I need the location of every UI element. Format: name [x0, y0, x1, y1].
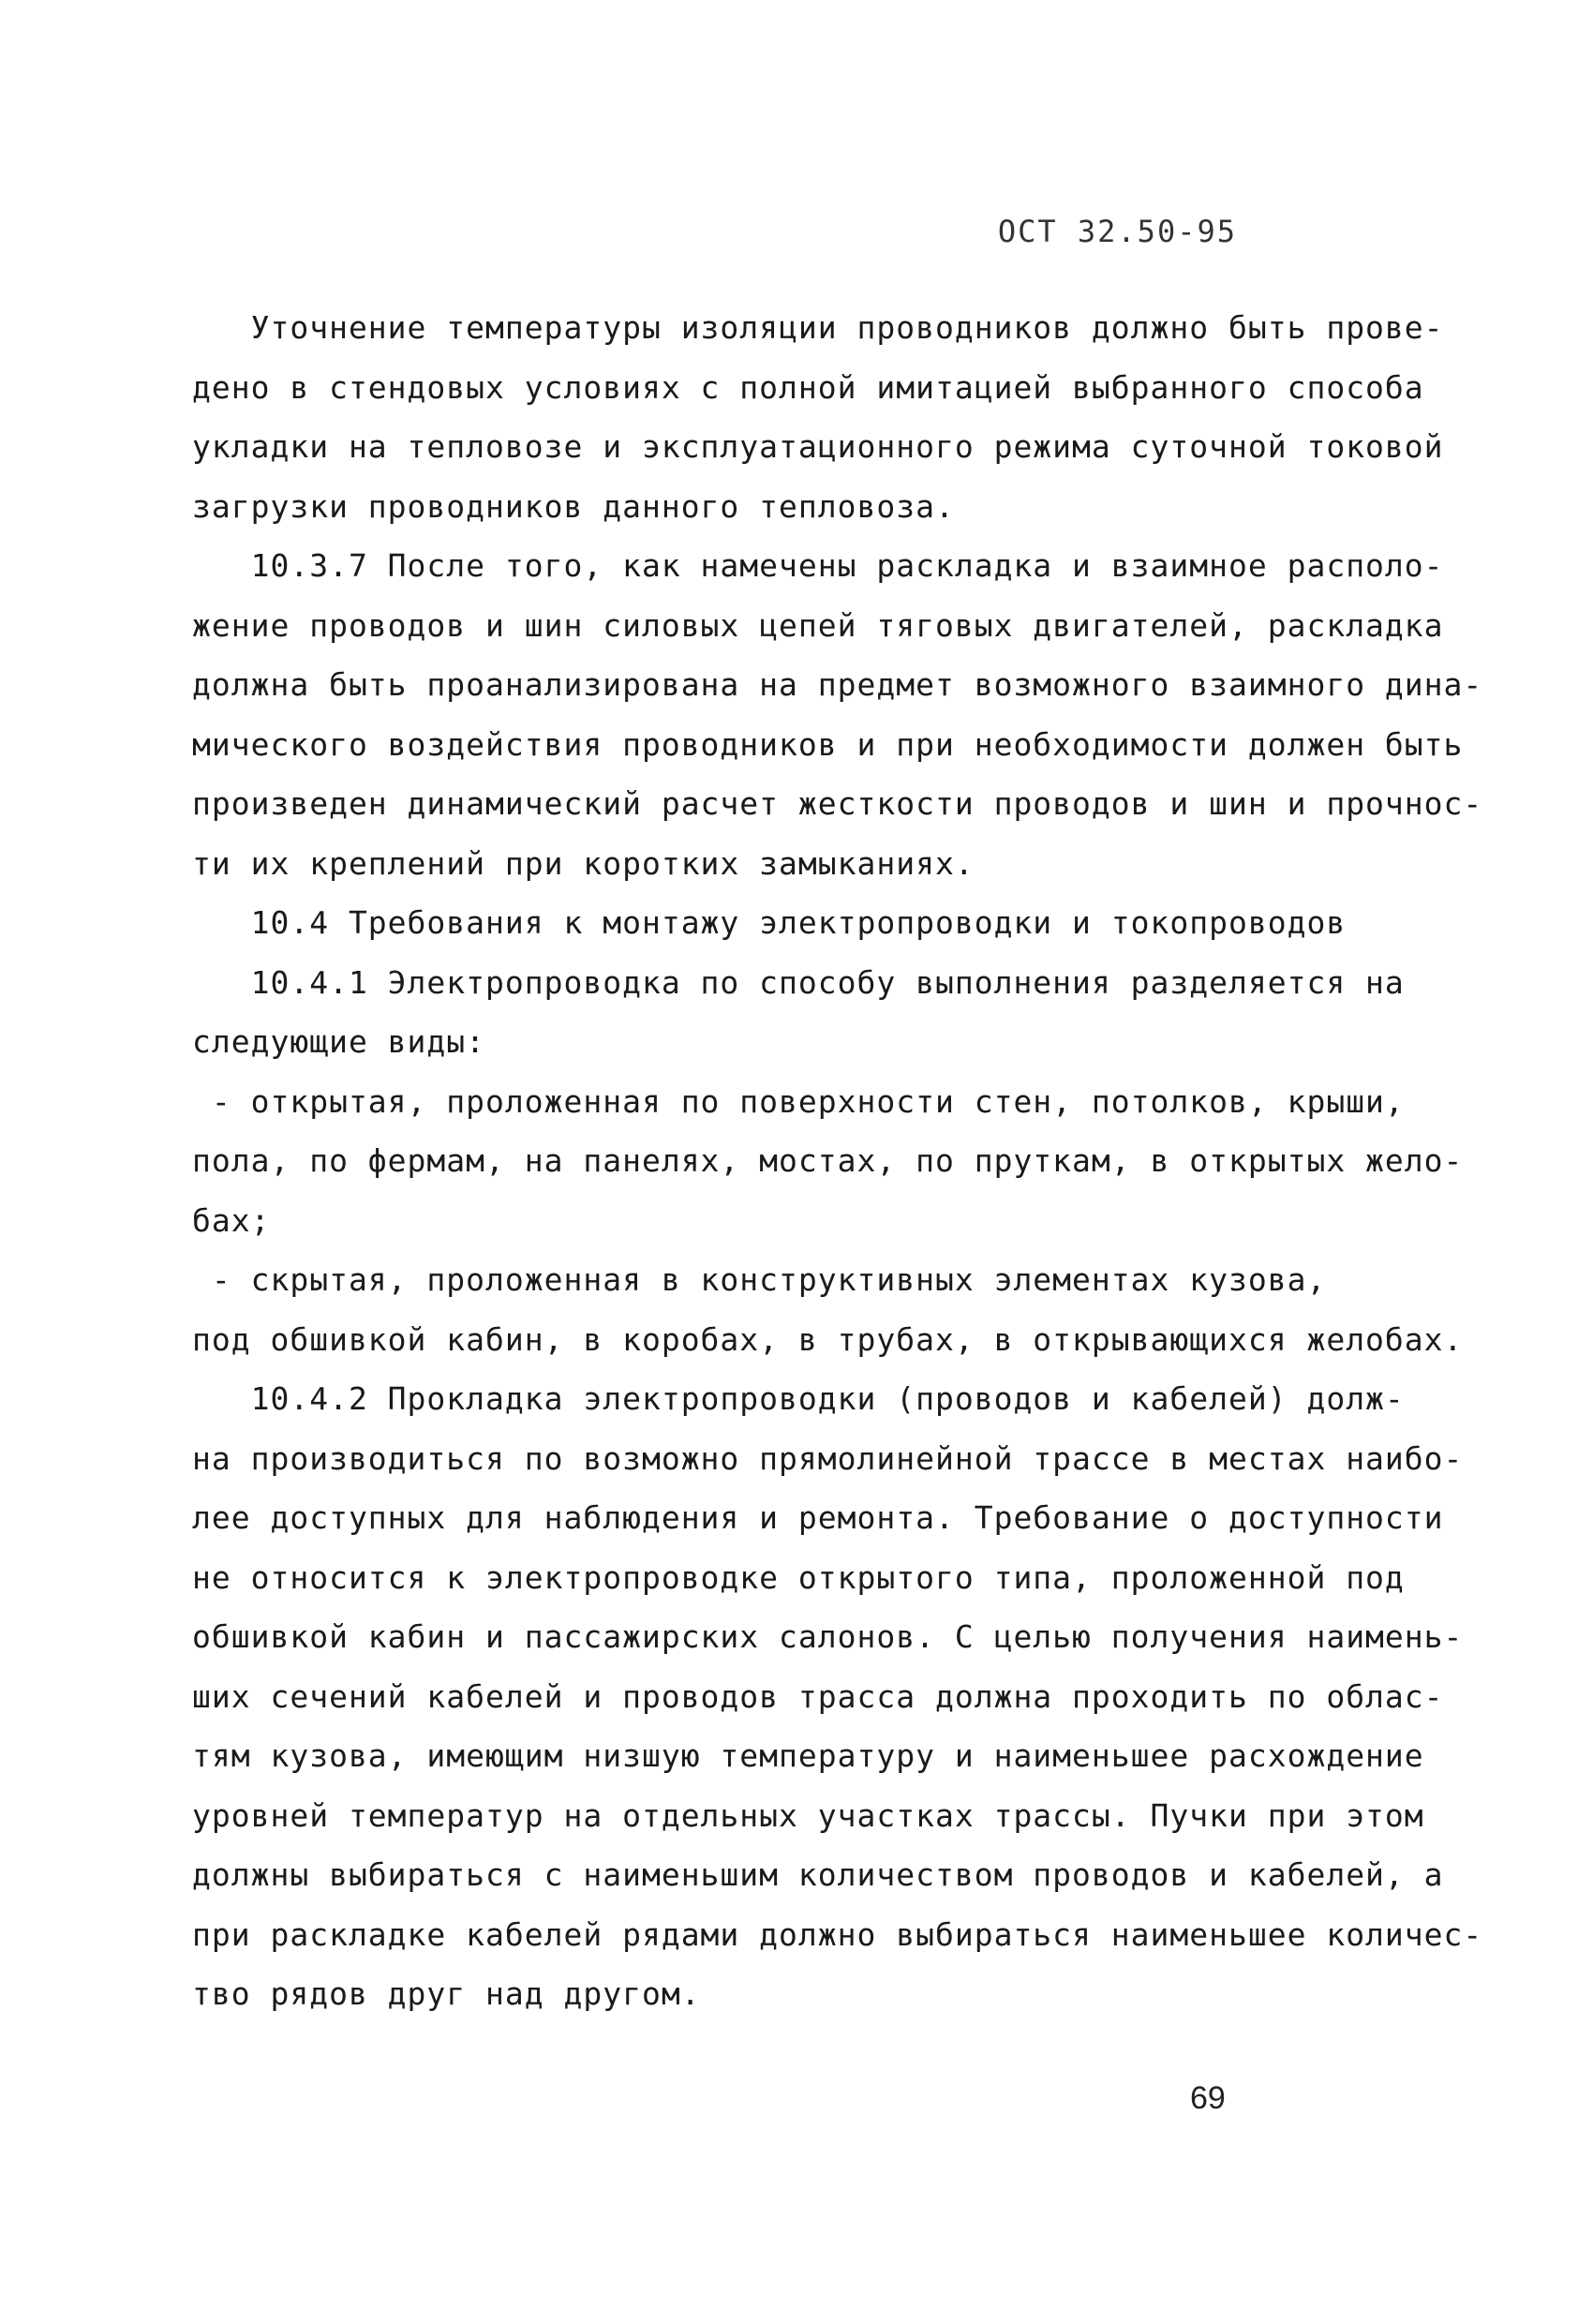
text-line: 10.4.1 Электропроводка по способу выполнения разделяется на — [192, 963, 1405, 1001]
text-line: бах; — [192, 1201, 271, 1239]
text-line: загрузки проводников данного тепловоза. — [192, 487, 955, 525]
list-item: - открытая, проложенная по поверхности стен, потолков, крыши, — [192, 1082, 1405, 1120]
text-line: 10.4.2 Прокладка электропроводки (проводов и кабелей) долж- — [192, 1380, 1405, 1417]
text-line: при раскладке кабелей рядами должно выбираться наименьшее количес- — [192, 1915, 1483, 1953]
document-code: ОСТ 32.50-95 — [997, 214, 1237, 249]
text-line: ших сечений кабелей и проводов трасса должна проходить по облас- — [192, 1677, 1444, 1715]
text-line: Уточнение температуры изоляции проводников должно быть прове- — [192, 309, 1444, 346]
text-line: на производиться по возможно прямолинейной трассе в местах наибо- — [192, 1439, 1464, 1477]
text-line: произведен динамический расчет жесткости проводов и шин и прочнос- — [192, 785, 1483, 822]
text-line: жение проводов и шин силовых цепей тяговых двигателей, раскладка — [192, 606, 1444, 644]
text-line: обшивкой кабин и пассажирских салонов. С целью получения наимень- — [192, 1618, 1464, 1655]
text-line: дено в стендовых условиях с полной имитацией выбранного способа — [192, 368, 1424, 406]
text-line: пола, по фермам, на панелях, мостах, по пруткам, в открытых жело- — [192, 1142, 1464, 1179]
text-line: следующие виды: — [192, 1023, 486, 1060]
list-item: - скрытая, проложенная в конструктивных элементах кузова, — [192, 1261, 1327, 1298]
page-number: 69 — [1190, 2080, 1226, 2116]
text-line: тям кузова, имеющим низшую температуру и наименьшее расхождение — [192, 1737, 1424, 1774]
body-text — [192, 298, 1483, 2024]
section-heading: 10.4 Требования к монтажу электропроводки и токопроводов — [192, 904, 1347, 941]
text-line: 10.3.7 После того, как намечены раскладка и взаимное располо- — [192, 547, 1444, 584]
text-line: должны выбираться с наименьшим количеством проводов и кабелей, а — [192, 1856, 1444, 1893]
text-line: под обшивкой кабин, в коробах, в трубах, в открывающихся желобах. — [192, 1320, 1464, 1358]
text-line: лее доступных для наблюдения и ремонта. Требование о доступности — [192, 1499, 1444, 1536]
text-line: укладки на тепловозе и эксплуатационного режима суточной токовой — [192, 428, 1444, 465]
text-line: должна быть проанализирована на предмет возможного взаимного дина- — [192, 666, 1483, 703]
text-line: тво рядов друг над другом. — [192, 1975, 701, 2012]
text-line: уровней температур на отдельных участках трассы. Пучки при этом — [192, 1796, 1424, 1834]
text-line: ти их креплений при коротких замыканиях. — [192, 844, 975, 882]
text-line: мического воздействия проводников и при необходимости должен быть — [192, 725, 1464, 763]
text-line: не относится к электропроводке открытого типа, проложенной под — [192, 1558, 1405, 1596]
